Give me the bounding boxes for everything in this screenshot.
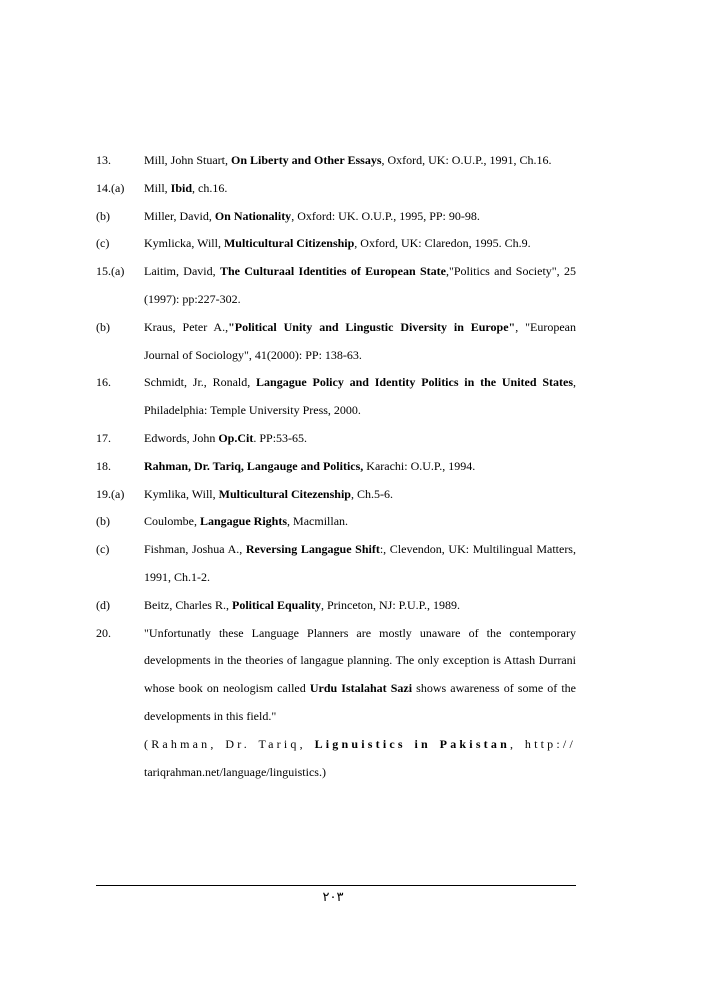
note-text: Rahman, Dr. Tariq, Langauge and Politics, Karachi: O.U.P., 1994. xyxy=(144,458,476,473)
note-14b xyxy=(96,203,576,231)
note-14c xyxy=(96,230,576,258)
note-text: Mill, Ibid, ch.16. xyxy=(144,180,228,195)
note-text: Edwords, John Op.Cit. PP:53-65. xyxy=(144,430,308,445)
footer-rule xyxy=(96,885,576,886)
note-text: Kymlika, Will, Multicultural Citezenship, Ch.5-6. xyxy=(144,486,393,501)
note-17 xyxy=(96,425,576,453)
note-number xyxy=(96,731,144,759)
note-number: 19.(a) xyxy=(96,486,125,501)
note-text: tariqrahman.net/language/linguistics.) xyxy=(144,764,326,779)
note-text: Schmidt, Jr., Ronald, Langague Policy and Identity Politics in the United States, Philadelphia: Temple University Press, 2000. xyxy=(144,375,576,418)
note-number: 20. xyxy=(96,625,111,640)
note-13 xyxy=(96,147,576,175)
page-number: ۲۰۳ xyxy=(322,890,344,905)
endnotes-list xyxy=(96,147,576,786)
note-text: Fishman, Joshua A., Reversing Langague Shift:, Clevendon, UK: Multilingual Matters, 1991, Ch.1-2. xyxy=(144,542,576,584)
note-text: "Unfortunatly these Language Planners are mostly unaware of the contemporary developments in the theories of langague planning. The only exception is Attash Durrani whose book on neologism called Urdu Istalahat Sazi shows awareness of some of the developments in this field." xyxy=(144,625,577,723)
note-text: Kraus, Peter A.,"Political Unity and Lingustic Diversity in Europe", "European Journal of Sociology", 41(2000): PP: 138-63. xyxy=(144,319,576,362)
note-16 xyxy=(96,369,576,425)
note-19b xyxy=(96,508,576,536)
note-number: (b) xyxy=(96,514,110,529)
note-14a xyxy=(96,175,576,203)
note-number: (d) xyxy=(96,597,110,612)
note-number: 14.(a) xyxy=(96,180,125,195)
note-20-url xyxy=(96,759,576,787)
note-20 xyxy=(96,620,576,731)
note-text: (Rahman, Dr. Tariq, Lignuistics in Pakistan, http:// xyxy=(144,736,576,751)
note-19a xyxy=(96,481,576,509)
note-19c xyxy=(96,536,576,592)
note-text: Coulombe, Langague Rights, Macmillan. xyxy=(144,514,349,529)
note-number xyxy=(96,759,144,787)
note-number: 13. xyxy=(96,153,111,167)
note-text: Kymlicka, Will, Multicultural Citizenship, Oxford, UK: Claredon, 1995. Ch.9. xyxy=(144,236,531,251)
note-number: (b) xyxy=(96,319,110,334)
note-number: 16. xyxy=(96,375,111,390)
note-20-citation xyxy=(96,731,576,759)
note-number: 15.(a) xyxy=(96,264,125,279)
note-text: Laitim, David, The Culturaal Identities of European State,"Politics and Society", 25 (1997): pp:227-302. xyxy=(144,264,576,306)
note-19d xyxy=(96,592,576,620)
note-text: Miller, David, On Nationality, Oxford: UK. O.U.P., 1995, PP: 90-98. xyxy=(144,208,480,223)
note-number: (c) xyxy=(96,542,110,557)
note-15b xyxy=(96,314,576,370)
note-18 xyxy=(96,453,576,481)
note-text: Beitz, Charles R., Political Equality, Princeton, NJ: P.U.P., 1989. xyxy=(144,597,461,612)
note-number: 17. xyxy=(96,430,111,445)
note-number: 18. xyxy=(96,458,111,473)
note-number: (b) xyxy=(96,208,110,223)
note-text: Mill, John Stuart, On Liberty and Other Essays, Oxford, UK: O.U.P., 1991, Ch.16. xyxy=(144,153,552,167)
note-15a xyxy=(96,258,576,314)
note-number: (c) xyxy=(96,236,110,251)
